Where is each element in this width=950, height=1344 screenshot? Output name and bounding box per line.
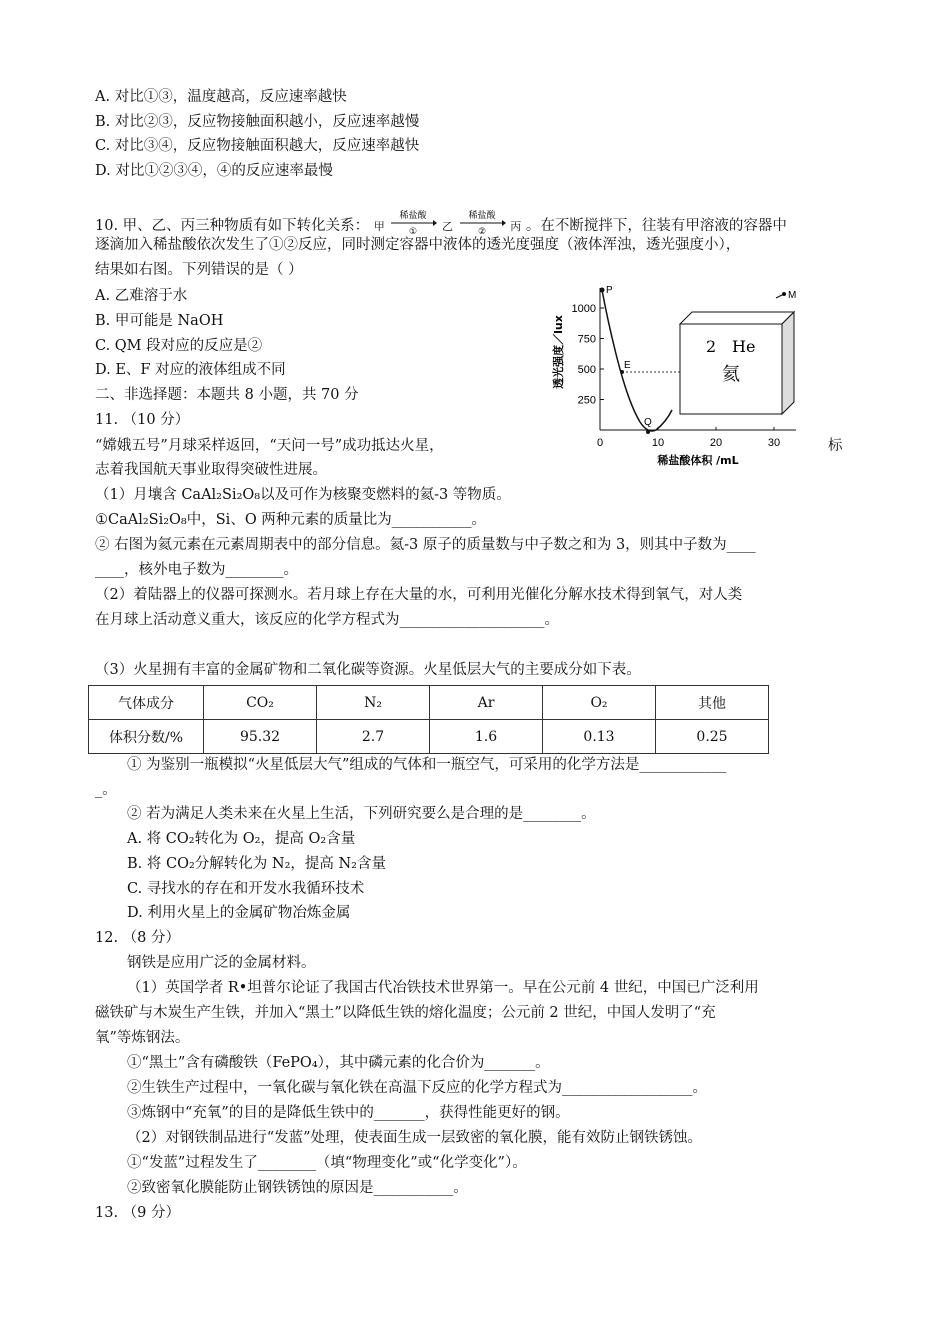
chain-jia: 甲 xyxy=(373,220,385,233)
q10-stem-end: 。在不断搅拌下，往装有甲溶液的容器中 xyxy=(525,218,787,234)
x-axis-label: 稀盐酸体积 /mL xyxy=(657,454,739,467)
point-e-label: E xyxy=(624,360,631,371)
arrow1-bottom-label: ① xyxy=(409,227,418,236)
q11-intro-line2: 志着我国航天事业取得突破性进展。 xyxy=(95,462,327,478)
table-cell: 其他 xyxy=(656,686,769,720)
table-cell: 体积分数/% xyxy=(89,720,204,754)
x-tick-label: 0 xyxy=(596,437,604,449)
q10-figure xyxy=(548,282,820,472)
chain-yi: 乙 xyxy=(442,220,453,233)
q11-part2-line1: （2）着陆器上的仪器可探测水。若月球上存在大量的水，可利用光催化分解水技术得到氧气，对人类 xyxy=(95,587,743,603)
q12-part1c: ③炼钢中“充氧”的目的是降低生铁中的_______，获得性能更好的钢。 xyxy=(127,1105,570,1121)
q12-part1-line2: 磁铁矿与木炭生产生铁，并加入“黑土”以降低生铁的熔化温度；公元前 2 世纪，中国人发明了“充 xyxy=(95,1005,716,1021)
y-tick-label: 1000 xyxy=(571,303,596,315)
table-row xyxy=(89,686,769,720)
table-cell: 0.25 xyxy=(656,720,769,754)
x-tick-label: 10 xyxy=(651,437,665,449)
q11-intro-line1: “嫦娥五号”月球采样返回，“天问一号”成功抵达火星， xyxy=(95,438,444,454)
q11-part2-line2: 在月球上活动意义重大，该反应的化学方程式为____________________。 xyxy=(95,612,559,628)
arrow2-bottom-label: ② xyxy=(477,227,486,236)
q11-part3: （3）火星拥有丰富的金属矿物和二氧化碳等资源。火星低层大气的主要成分如下表。 xyxy=(95,662,641,678)
table-cell: CO₂ xyxy=(204,686,317,720)
q11-part1a: ①CaAl₂Si₂O₈中，Si、O 两种元素的质量比为___________。 xyxy=(95,512,487,528)
q12-heading: 12. （8 分） xyxy=(95,930,181,946)
point-m-label: M xyxy=(788,290,797,301)
q11-part3a-line1: ① 为鉴别一瓶模拟“火星低层大气”组成的气体和一瓶空气，可采用的化学方法是____________ xyxy=(127,757,727,773)
table-cell: O₂ xyxy=(543,686,656,720)
q9-option-d: D. 对比①②③④，④的反应速率最慢 xyxy=(95,163,333,179)
chain-bing: 丙 xyxy=(510,220,522,233)
table-cell: 95.32 xyxy=(204,720,317,754)
point-p-label: P xyxy=(606,285,613,296)
q10-option-b: B. 甲可能是 NaOH xyxy=(95,313,224,329)
element-symbol: He xyxy=(732,337,756,356)
q12-part2a: ①“发蓝”过程发生了________（填“物理变化”或“化学变化”）。 xyxy=(127,1155,527,1171)
x-tick-label: 20 xyxy=(709,437,723,449)
x-tick-label: 30 xyxy=(767,437,781,449)
q11-part3b: ② 若为满足人类未来在火星上生活，下列研究要么是合理的是________。 xyxy=(127,806,596,822)
q11-part3b-option-b: B. 将 CO₂分解转化为 N₂，提高 N₂含量 xyxy=(127,856,386,872)
q10-option-a: A. 乙难溶于水 xyxy=(95,288,188,304)
transmittance-curve xyxy=(602,290,672,431)
point-p-marker xyxy=(600,288,605,293)
table-row xyxy=(89,720,769,754)
q9-option-c: C. 对比③④，反应物接触面积越大，反应速率越快 xyxy=(95,138,420,154)
table-cell: Ar xyxy=(430,686,543,720)
arrow2-top-label: 稀盐酸 xyxy=(468,211,496,221)
table-cell: 1.6 xyxy=(430,720,543,754)
q11-heading: 11. （10 分） xyxy=(95,412,190,428)
q11-part3b-option-d: D. 利用火星上的金属矿物冶炼金属 xyxy=(127,905,351,921)
q10-stem-line2: 逐滴加入稀盐酸依次发生了①②反应，同时测定容器中液体的透光度强度（液体浑浊，透光强度小）， xyxy=(95,237,741,253)
q10-stem-start: 10. 甲、乙、丙三种物质有如下转化关系： xyxy=(95,218,370,234)
q13-heading: 13. （9 分） xyxy=(95,1205,181,1221)
table-cell: 气体成分 xyxy=(89,686,204,720)
q12-part1b: ②生铁生产过程中，一氧化碳与氧化铁在高温下反应的化学方程式为__________________。 xyxy=(127,1080,707,1096)
table-cell: 2.7 xyxy=(317,720,430,754)
point-m-marker xyxy=(782,292,786,296)
q12-part1-line3: 氧”等炼钢法。 xyxy=(95,1030,190,1046)
q11-part1b-line2: ____，核外电子数为________。 xyxy=(95,562,298,578)
element-number: 2 xyxy=(706,337,717,356)
table-cell: 0.13 xyxy=(543,720,656,754)
q11-intro-line1-tail: 标 xyxy=(828,438,843,454)
q11-part3b-option-a: A. 将 CO₂转化为 O₂，提高 O₂含量 xyxy=(127,831,356,847)
y-axis-label: 透光强度／lux xyxy=(552,315,565,389)
q12-part1a: ①“黑土”含有磷酸铁（FePO₄），其中磷元素的化合价为_______。 xyxy=(127,1055,550,1071)
q10-option-c: C. QM 段对应的反应是② xyxy=(95,338,263,354)
arrow1-top-label: 稀盐酸 xyxy=(399,211,427,221)
point-q-label: Q xyxy=(644,417,652,428)
q12-part1-line1: （1）英国学者 R•坦普尔论证了我国古代冶铁技术世界第一。早在公元前 4 世纪，中国已广泛利用 xyxy=(127,980,759,996)
y-tick-label: 750 xyxy=(577,333,596,346)
section-two-heading: 二、非选择题：本题共 8 小题，共 70 分 xyxy=(95,387,359,403)
element-name: 氦 xyxy=(722,364,740,385)
mars-atmosphere-table xyxy=(88,685,769,754)
q11-part3a-line2: _。 xyxy=(95,782,117,798)
y-ticks xyxy=(572,303,604,407)
q9-option-b: B. 对比②③，反应物接触面积越小，反应速率越慢 xyxy=(95,114,420,130)
q11-part1b-line1: ② 右图为氦元素在元素周期表中的部分信息。氦-3 原子的质量数与中子数之和为 3，则其中子数为____ xyxy=(95,537,756,553)
q11-part3b-option-c: C. 寻找水的存在和开发水我循环技术 xyxy=(127,881,365,897)
q10-option-d: D. E、F 对应的液体组成不同 xyxy=(95,362,286,378)
q11-part1: （1）月壤含 CaAl₂Si₂O₈以及可作为核聚变燃料的氦-3 等物质。 xyxy=(95,487,511,503)
y-tick-label: 250 xyxy=(577,394,596,407)
helium-element-tile xyxy=(680,312,794,414)
point-q-marker xyxy=(646,430,650,434)
table-cell: N₂ xyxy=(317,686,430,720)
q12-intro: 钢铁是应用广泛的金属材料。 xyxy=(127,955,316,971)
q12-part2: （2）对钢铁制品进行“发蓝”处理，使表面生成一层致密的氧化膜，能有效防止钢铁锈蚀。 xyxy=(127,1130,703,1146)
q9-option-a: A. 对比①③，温度越高，反应速率越快 xyxy=(95,89,347,105)
q10-stem-line3: 结果如右图。下列错误的是（ ） xyxy=(95,262,303,278)
q12-part2b: ②致密氧化膜能防止钢铁锈蚀的原因是___________。 xyxy=(127,1180,468,1196)
y-tick-label: 500 xyxy=(577,364,596,376)
